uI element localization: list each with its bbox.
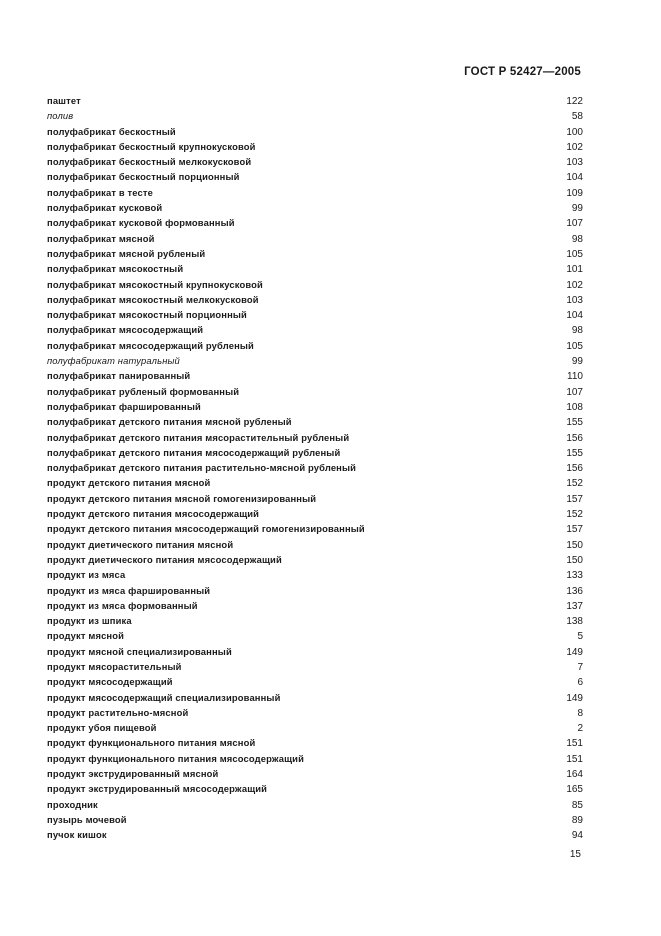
index-term: продукт детского питания мясной гомогенизированный xyxy=(47,492,317,504)
index-term: продукт из мяса фаршированный xyxy=(47,584,211,596)
index-term: продукт функционального питания мясной xyxy=(47,737,256,749)
index-term: полуфабрикат мясокостный xyxy=(47,263,184,275)
index-entry xyxy=(47,139,583,154)
index-entry xyxy=(47,552,583,567)
index-term: полуфабрикат кусковой xyxy=(47,202,163,214)
index-entry xyxy=(47,292,583,307)
index-term: продукт мясной специализированный xyxy=(47,645,232,657)
index-term: продукт убоя пищевой xyxy=(47,722,157,734)
index-page-ref: 155 xyxy=(566,417,583,429)
index-entry xyxy=(47,460,583,475)
index-term: полуфабрикат панированный xyxy=(47,370,191,382)
index-entry xyxy=(47,108,583,123)
index-term: полуфабрикат бескостный мелкокусковой xyxy=(47,156,252,168)
index-term: полуфабрикат мясокостный мелкокусковой xyxy=(47,293,259,305)
index-page-ref: 107 xyxy=(566,386,583,398)
index-term: продукт растительно-мясной xyxy=(47,706,189,718)
index-page-ref: 7 xyxy=(577,661,583,673)
index-term: продукт из шпика xyxy=(47,615,132,627)
index-entry xyxy=(47,246,583,261)
index-term: полуфабрикат детского питания растительно-мясной рубленый xyxy=(47,462,357,474)
index-page-ref: 155 xyxy=(566,447,583,459)
index-term: полуфабрикат бескостный xyxy=(47,125,176,137)
index-term: полив xyxy=(47,110,74,122)
index-entry xyxy=(47,322,583,337)
index-term: паштет xyxy=(47,95,81,106)
index-entry xyxy=(47,521,583,536)
index-page-ref: 151 xyxy=(566,753,583,765)
index-entry xyxy=(47,399,583,414)
index-page-ref: 103 xyxy=(566,294,583,306)
index-entry xyxy=(47,154,583,169)
index-term: продукт из мяса формованный xyxy=(47,599,198,611)
index-term: полуфабрикат фаршированный xyxy=(47,400,201,412)
index-term: полуфабрикат кусковой формованный xyxy=(47,217,235,229)
index-term: полуфабрикат мясокостный крупнокусковой xyxy=(47,278,263,290)
index-page-ref: 156 xyxy=(566,463,583,475)
index-page-ref: 157 xyxy=(566,524,583,536)
document-header: ГОСТ Р 52427—2005 xyxy=(464,66,581,78)
index-page-ref: 104 xyxy=(566,172,583,184)
index-page-ref: 103 xyxy=(566,157,583,169)
index-page-ref: 98 xyxy=(571,325,583,337)
index-page-ref: 104 xyxy=(566,310,583,322)
index-entry xyxy=(47,506,583,521)
index-entry xyxy=(47,261,583,276)
index-entry xyxy=(47,185,583,200)
index-term: пузырь мочевой xyxy=(47,813,127,825)
index-page-ref: 99 xyxy=(571,356,583,368)
index-entry xyxy=(47,613,583,628)
index-term: полуфабрикат натуральный xyxy=(47,355,180,367)
index-entry xyxy=(47,200,583,215)
index-page-ref: 105 xyxy=(566,248,583,260)
index-term: продукт диетического питания мясосодержащий xyxy=(47,553,282,565)
index-page-ref: 133 xyxy=(566,570,583,582)
index-page-ref: 152 xyxy=(566,509,583,521)
index-page-ref: 102 xyxy=(566,141,583,153)
index-term: полуфабрикат бескостный крупнокусковой xyxy=(47,140,256,152)
index-entry xyxy=(47,445,583,460)
index-page-ref: 85 xyxy=(571,799,583,811)
index-term: полуфабрикат в тесте xyxy=(47,186,153,198)
index-entry xyxy=(47,628,583,643)
index-entry xyxy=(47,231,583,246)
index-entry xyxy=(47,277,583,292)
index-page-ref: 2 xyxy=(577,723,583,735)
index-page-ref: 5 xyxy=(577,631,583,643)
index-entry xyxy=(47,567,583,582)
index-entry xyxy=(47,827,583,842)
index-page-ref: 98 xyxy=(571,233,583,245)
index-term: продукт экструдированный мясосодержащий xyxy=(47,783,268,795)
index-entry xyxy=(47,353,583,368)
index-entry xyxy=(47,751,583,766)
index-page-ref: 8 xyxy=(577,707,583,719)
index-entry xyxy=(47,93,583,108)
index-page-ref: 150 xyxy=(566,539,583,551)
index-page-ref: 164 xyxy=(566,769,583,781)
index-page-ref: 149 xyxy=(566,646,583,658)
index-term: проходник xyxy=(47,798,98,810)
index-term: полуфабрикат мясной рубленый xyxy=(47,247,206,259)
index-entry xyxy=(47,537,583,552)
index-entry xyxy=(47,812,583,827)
index-page-ref: 136 xyxy=(566,585,583,597)
index-term: полуфабрикат детского питания мясосодержащий рубленый xyxy=(47,446,341,458)
index-term: продукт экструдированный мясной xyxy=(47,768,219,780)
index-page-ref: 105 xyxy=(566,340,583,352)
index-term: полуфабрикат мясосодержащий рубленый xyxy=(47,339,254,351)
index-term: пучок кишок xyxy=(47,829,107,841)
index-entry xyxy=(47,797,583,812)
index-entry xyxy=(47,430,583,445)
index-entry xyxy=(47,169,583,184)
index-page-ref: 99 xyxy=(571,203,583,215)
index-page-ref: 110 xyxy=(567,371,583,383)
index-term: продукт из мяса xyxy=(47,569,126,581)
index-entry xyxy=(47,781,583,796)
index-page-ref: 109 xyxy=(566,187,583,199)
index-entry xyxy=(47,766,583,781)
index-entry xyxy=(47,368,583,383)
index-term: продукт детского питания мясосодержащий xyxy=(47,508,260,520)
index-entry xyxy=(47,475,583,490)
alphabetical-index xyxy=(47,93,583,843)
index-entry xyxy=(47,659,583,674)
index-entry xyxy=(47,124,583,139)
index-term: полуфабрикат детского питания мясной рубленый xyxy=(47,416,292,428)
index-entry xyxy=(47,690,583,705)
index-page-ref: 108 xyxy=(566,401,583,413)
index-term: продукт мясосодержащий специализированный xyxy=(47,691,281,703)
index-page-ref: 157 xyxy=(566,493,583,505)
index-page-ref: 137 xyxy=(566,600,583,612)
index-page-ref: 107 xyxy=(566,218,583,230)
index-page-ref: 89 xyxy=(571,814,583,826)
index-page-ref: 149 xyxy=(566,692,583,704)
index-term: продукт детского питания мясосодержащий гомогенизированный xyxy=(47,523,365,535)
index-page-ref: 122 xyxy=(566,96,583,107)
index-page-ref: 58 xyxy=(571,111,583,123)
index-entry xyxy=(47,644,583,659)
index-entry xyxy=(47,307,583,322)
index-term: продукт детского питания мясной xyxy=(47,477,211,489)
index-page-ref: 152 xyxy=(566,478,583,490)
index-page-ref: 94 xyxy=(571,830,583,842)
page-number: 15 xyxy=(569,849,581,860)
index-entry xyxy=(47,384,583,399)
index-page-ref: 150 xyxy=(566,554,583,566)
index-entry xyxy=(47,338,583,353)
index-page-ref: 100 xyxy=(566,126,583,138)
index-entry xyxy=(47,720,583,735)
index-term: полуфабрикат бескостный порционный xyxy=(47,171,240,183)
index-term: продукт мясной xyxy=(47,630,125,642)
index-entry xyxy=(47,705,583,720)
index-term: продукт функционального питания мясосодержащий xyxy=(47,752,305,764)
index-page-ref: 151 xyxy=(566,738,583,750)
index-entry xyxy=(47,491,583,506)
index-entry xyxy=(47,414,583,429)
index-term: полуфабрикат детского питания мясорастительный рубленый xyxy=(47,431,350,443)
index-entry xyxy=(47,735,583,750)
index-entry xyxy=(47,583,583,598)
index-page-ref: 138 xyxy=(566,616,583,628)
index-page-ref: 156 xyxy=(566,432,583,444)
index-entry xyxy=(47,598,583,613)
index-term: продукт диетического питания мясной xyxy=(47,538,234,550)
index-term: полуфабрикат мясокостный порционный xyxy=(47,309,247,321)
index-page-ref: 102 xyxy=(566,279,583,291)
index-term: продукт мясосодержащий xyxy=(47,676,173,688)
index-term: полуфабрикат рубленый формованный xyxy=(47,385,240,397)
index-page-ref: 101 xyxy=(566,264,583,276)
index-term: продукт мясорастительный xyxy=(47,660,182,672)
index-term: полуфабрикат мясосодержащий xyxy=(47,324,204,336)
index-entry xyxy=(47,674,583,689)
index-term: полуфабрикат мясной xyxy=(47,232,155,244)
index-entry xyxy=(47,215,583,230)
index-page-ref: 165 xyxy=(566,784,583,796)
index-page-ref: 6 xyxy=(577,677,583,689)
